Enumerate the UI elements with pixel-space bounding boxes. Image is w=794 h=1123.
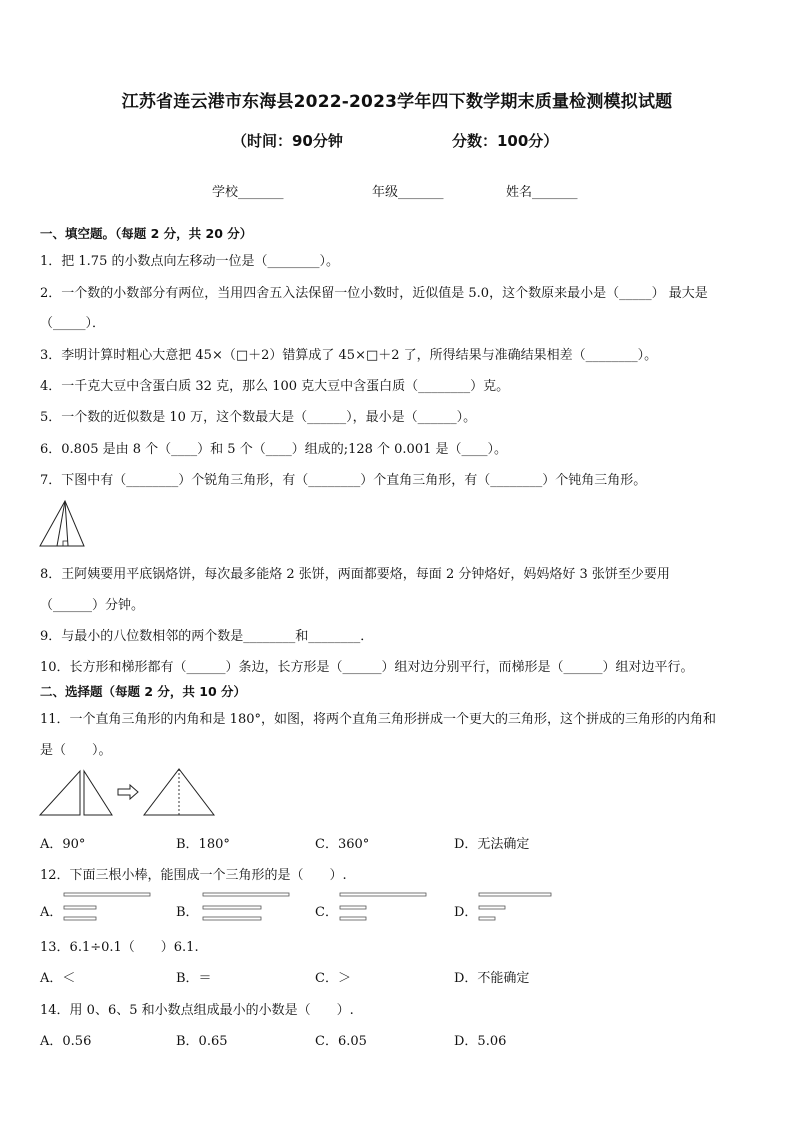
exam-time: （时间：90分钟 xyxy=(232,132,343,150)
q11-option-b: B．180° xyxy=(176,837,230,852)
question-4: 4．一千克大豆中含蛋白质 32 克，那么 100 克大豆中含蛋白质（________）克。 xyxy=(40,379,510,394)
school-field: 学校_______ xyxy=(212,185,284,200)
exam-title: 江苏省连云港市东海县2022-2023学年四下数学期末质量检测模拟试题 xyxy=(121,92,673,112)
question-11-line1: 11．一个直角三角形的内角和是 180°，如图，将两个直角三角形拼成一个更大的三角形，这个拼成的三角形的内角和 xyxy=(40,712,716,727)
q11-option-d: D．无法确定 xyxy=(454,837,530,852)
question-9: 9．与最小的八位数相邻的两个数是________和________． xyxy=(40,629,374,644)
question-12: 12．下面三根小棒，能围成一个三角形的是（ ）. xyxy=(40,868,347,883)
question-10: 10．长方形和梯形都有（______）条边，长方形是（______）组对边分别平行，而梯形是（______）组对边平行。 xyxy=(40,660,694,675)
q12-sticks-b xyxy=(203,892,295,922)
q12-option-b: B． xyxy=(176,905,199,920)
q12-option-d: D． xyxy=(454,905,478,920)
question-2-line2: （_____）． xyxy=(40,316,106,331)
section1-heading: 一、填空题。（每题 2 分，共 20 分） xyxy=(40,226,253,241)
question-8-line1: 8．王阿姨要用平底锅烙饼，每次最多能烙 2 张饼，两面都要烙，每面 2 分钟烙好，妈妈烙好 3 张饼至少要用 xyxy=(40,567,670,582)
question-5: 5．一个数的近似数是 10 万，这个数最大是（______），最小是（______）。 xyxy=(40,410,477,425)
q11-option-a: A．90° xyxy=(40,837,86,852)
question-14: 14．用 0、6、5 和小数点组成最小的小数是（ ）. xyxy=(40,1003,354,1018)
q14-option-a: A．0.56 xyxy=(40,1034,92,1049)
question-8-line2: （______）分钟。 xyxy=(40,598,145,613)
name-field: 姓名_______ xyxy=(506,185,578,200)
section2-heading: 二、选择题（每题 2 分，共 10 分） xyxy=(40,684,247,699)
q12-sticks-c xyxy=(340,892,430,922)
q12-option-a: A． xyxy=(40,905,63,920)
q13-option-a: A．＜ xyxy=(40,971,76,986)
exam-score: 分数：100分） xyxy=(452,132,559,150)
grade-field: 年级_______ xyxy=(372,185,444,200)
question-1: 1．把 1.75 的小数点向左移动一位是（________）。 xyxy=(40,254,339,269)
q12-sticks-d xyxy=(479,892,557,922)
q14-option-d: D．5.06 xyxy=(454,1034,507,1049)
question-7: 7．下图中有（________）个锐角三角形，有（________）个直角三角形，有（________）个钝角三角形。 xyxy=(40,473,647,488)
question-13: 13．6.1÷0.1（ ）6.1. xyxy=(40,940,199,955)
q13-option-d: D．不能确定 xyxy=(454,971,530,986)
question-11-line2: 是（ ）。 xyxy=(40,743,112,758)
q12-sticks-a xyxy=(64,892,154,922)
q11-triangles-figure xyxy=(38,767,218,819)
q13-option-c: C．＞ xyxy=(315,971,351,986)
q13-option-b: B．＝ xyxy=(176,971,212,986)
q7-triangle-figure xyxy=(38,500,86,548)
q11-option-c: C．360° xyxy=(315,837,370,852)
q12-option-c: C． xyxy=(315,905,338,920)
question-6: 6．0.805 是由 8 个（____）和 5 个（____）组成的;128 个 0.001 是（____）。 xyxy=(40,442,507,457)
q14-option-c: C．6.05 xyxy=(315,1034,367,1049)
question-3: 3．李明计算时粗心大意把 45×（□＋2）错算成了 45×□＋2 了，所得结果与准确结果相差（________）。 xyxy=(40,348,658,363)
question-2-line1: 2．一个数的小数部分有两位，当用四舍五入法保留一位小数时，近似值是 5.0，这个数原来最小是（_____） 最大是 xyxy=(40,286,708,301)
q14-option-b: B．0.65 xyxy=(176,1034,228,1049)
